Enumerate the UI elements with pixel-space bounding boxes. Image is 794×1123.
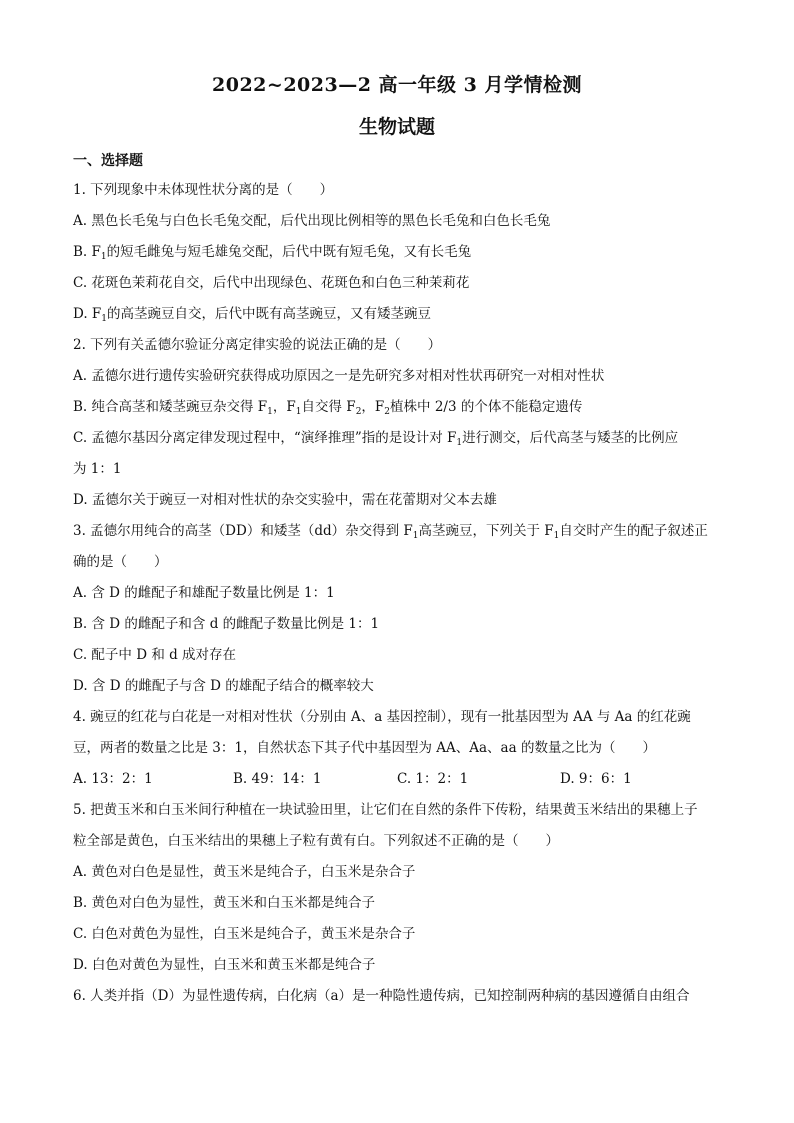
question-6-stem: 6. 人类并指（D）为显性遗传病，白化病（a）是一种隐性遗传病，已知控制两种病的基因遵循自由组合: [73, 988, 690, 1004]
question-1-option-c: C. 花斑色茉莉花自交，后代中出现绿色、花斑色和白色三种茉莉花: [73, 275, 470, 291]
question-3-option-a: A. 含 D 的雌配子和雄配子数量比例是 1：1: [73, 585, 335, 601]
question-2-stem: 2. 下列有关孟德尔验证分离定律实验的说法正确的是（ ）: [73, 337, 442, 353]
question-2-option-c-continued: 为 1：1: [73, 461, 122, 477]
question-4-option-a: A. 13：2：1: [73, 771, 153, 787]
section-heading: 一、选择题: [73, 153, 143, 169]
question-3-option-c: C. 配子中 D 和 d 成对存在: [73, 647, 237, 663]
question-1-stem: 1. 下列现象中未体现性状分离的是（ ）: [73, 182, 334, 198]
question-4-option-c: C. 1：2：1: [397, 771, 469, 787]
question-1-option-b: B. $F_1$的短毛雌兔与短毛雄兔交配，后代中既有短毛兔，又有长毛兔: [73, 244, 472, 262]
question-2-option-b: B. 纯合高茎和矮茎豌豆杂交得 $F_1$，$F_1$自交得 $F_2$，$F_2$植株中 2/3 的个体不能稳定遗传: [73, 399, 583, 417]
question-5-option-c: C. 白色对黄色为显性，白玉米是纯合子，黄玉米是杂合子: [73, 926, 416, 942]
question-3-option-d: D. 含 D 的雌配子与含 D 的雄配子结合的概率较大: [73, 678, 374, 694]
exam-subject: 生物试题: [358, 116, 435, 138]
question-1-option-d: D. $F_1$的高茎豌豆自交，后代中既有高茎豌豆，又有矮茎豌豆: [73, 306, 432, 324]
exam-title: 2022~2023—2 高一年级 3 月学情检测: [212, 74, 582, 96]
question-3-stem-continued: 确的是（ ）: [73, 554, 168, 570]
question-1-option-a: A. 黑色长毛兔与白色长毛兔交配，后代出现比例相等的黑色长毛兔和白色长毛兔: [73, 213, 551, 229]
question-5-stem-continued: 粒全部是黄色，白玉米结出的果穗上子粒有黄有白。下列叙述不正确的是（ ）: [73, 833, 559, 849]
question-4-option-d: D. 9：6：1: [560, 771, 632, 787]
question-3-stem: 3. 孟德尔用纯合的高茎（DD）和矮茎（dd）杂交得到 $F_1$高茎豌豆，下列关于 $F_1$自交时产生的配子叙述正: [73, 523, 708, 541]
question-3-option-b: B. 含 D 的雌配子和含 d 的雌配子数量比例是 1：1: [73, 616, 380, 632]
question-5-option-d: D. 白色对黄色为显性，白玉米和黄玉米都是纯合子: [73, 957, 376, 973]
question-5-stem: 5. 把黄玉米和白玉米间行种植在一块试验田里，让它们在自然的条件下传粉，结果黄玉米结出的果穗上子: [73, 802, 698, 818]
question-5-option-b: B. 黄色对白色为显性，黄玉米和白玉米都是纯合子: [73, 895, 376, 911]
question-4-stem: 4. 豌豆的红花与白花是一对相对性状（分别由 A、a 基因控制），现有一批基因型为 AA 与 Aa 的红花豌: [73, 709, 691, 725]
question-2-option-c: C. 孟德尔基因分离定律发现过程中，“演绎推理”指的是设计对 $F_1$进行测交，后代高茎与矮茎的比例应: [73, 430, 679, 448]
question-4-option-b: B. 49：14：1: [233, 771, 322, 787]
question-2-option-d: D. 孟德尔关于豌豆一对相对性状的杂交实验中，需在花蕾期对父本去雄: [73, 492, 497, 508]
question-5-option-a: A. 黄色对白色是显性，黄玉米是纯合子，白玉米是杂合子: [73, 864, 416, 880]
question-4-stem-continued: 豆，两者的数量之比是 3：1，自然状态下其子代中基因型为 AA、Aa、aa 的数量之比为（ ）: [73, 740, 656, 756]
question-2-option-a: A. 孟德尔进行遗传实验研究获得成功原因之一是先研究多对相对性状再研究一对相对性状: [73, 368, 605, 384]
